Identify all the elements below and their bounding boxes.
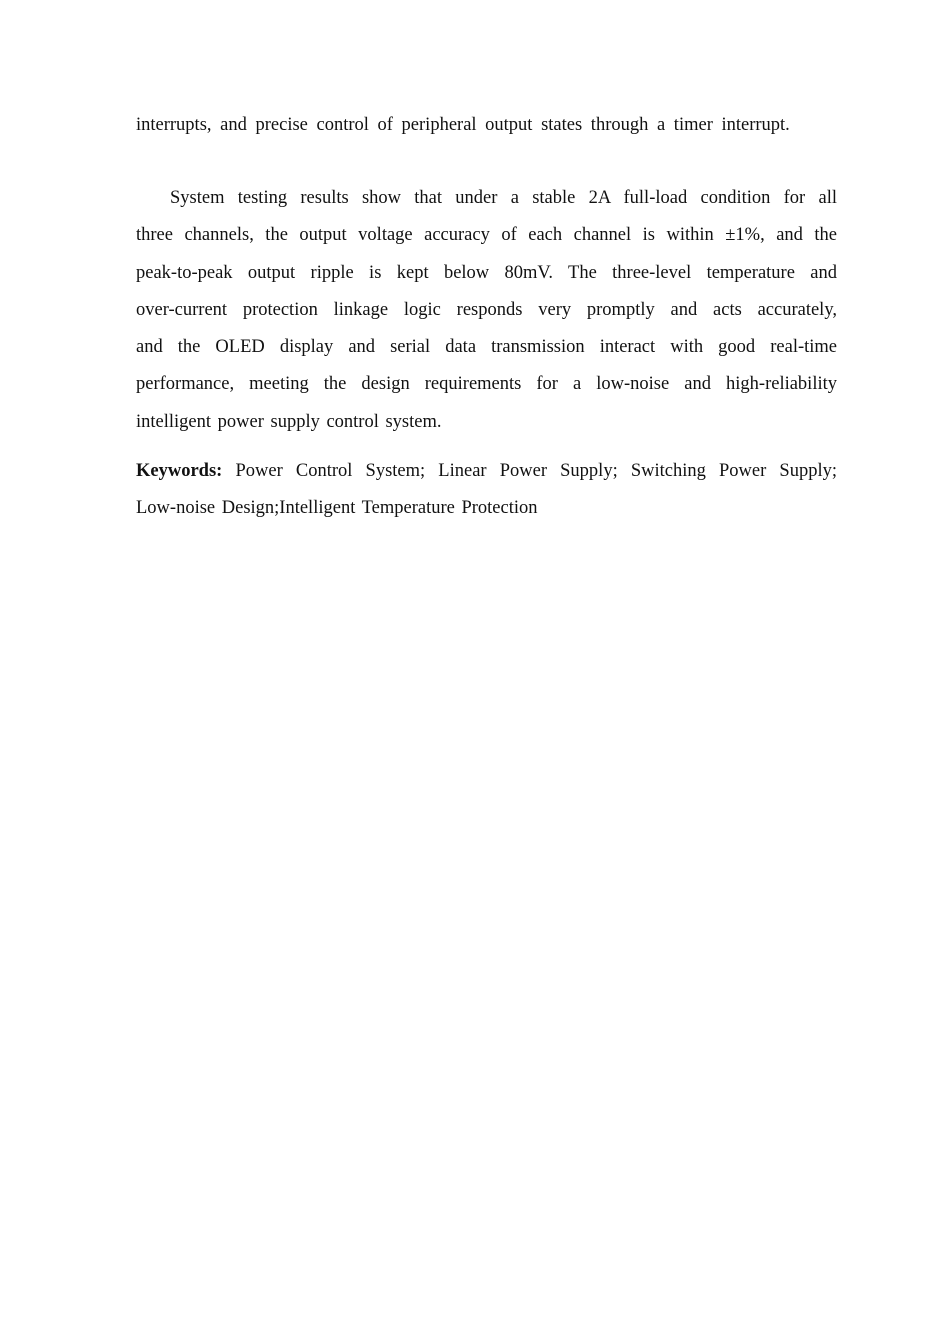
paragraph-line: three channels, the output voltage accuracy of each channel is within ±1%, and the xyxy=(136,225,837,246)
paragraph-line: System testing results show that under a stable 2A full-load condition for all xyxy=(170,188,837,208)
paragraph-line: over-current protection linkage logic responds very promptly and acts accurately, xyxy=(136,299,837,320)
keywords-paragraph xyxy=(136,453,837,528)
keywords-line: Low-noise Design;Intelligent Temperature Protection xyxy=(136,498,538,519)
paragraph-line: interrupts, and precise control of peripheral output states through a timer interrupt. xyxy=(136,115,790,135)
paragraph-line: and the OLED display and serial data transmission interact with good real-time xyxy=(136,337,837,358)
keywords-line xyxy=(136,453,837,490)
paragraph-line: peak-to-peak output ripple is kept below 80mV. The three-level temperature and xyxy=(136,262,837,283)
keywords-label: Keywords: xyxy=(136,461,223,481)
continuation-paragraph xyxy=(136,107,837,144)
paragraph-line: performance, meeting the design requirements for a low-noise and high-reliability xyxy=(136,374,837,395)
abstract-paragraph xyxy=(136,180,837,441)
keywords-list: Power Control System; Linear Power Supply; Switching Power Supply; xyxy=(235,461,837,481)
paragraph-line: intelligent power supply control system. xyxy=(136,411,442,432)
